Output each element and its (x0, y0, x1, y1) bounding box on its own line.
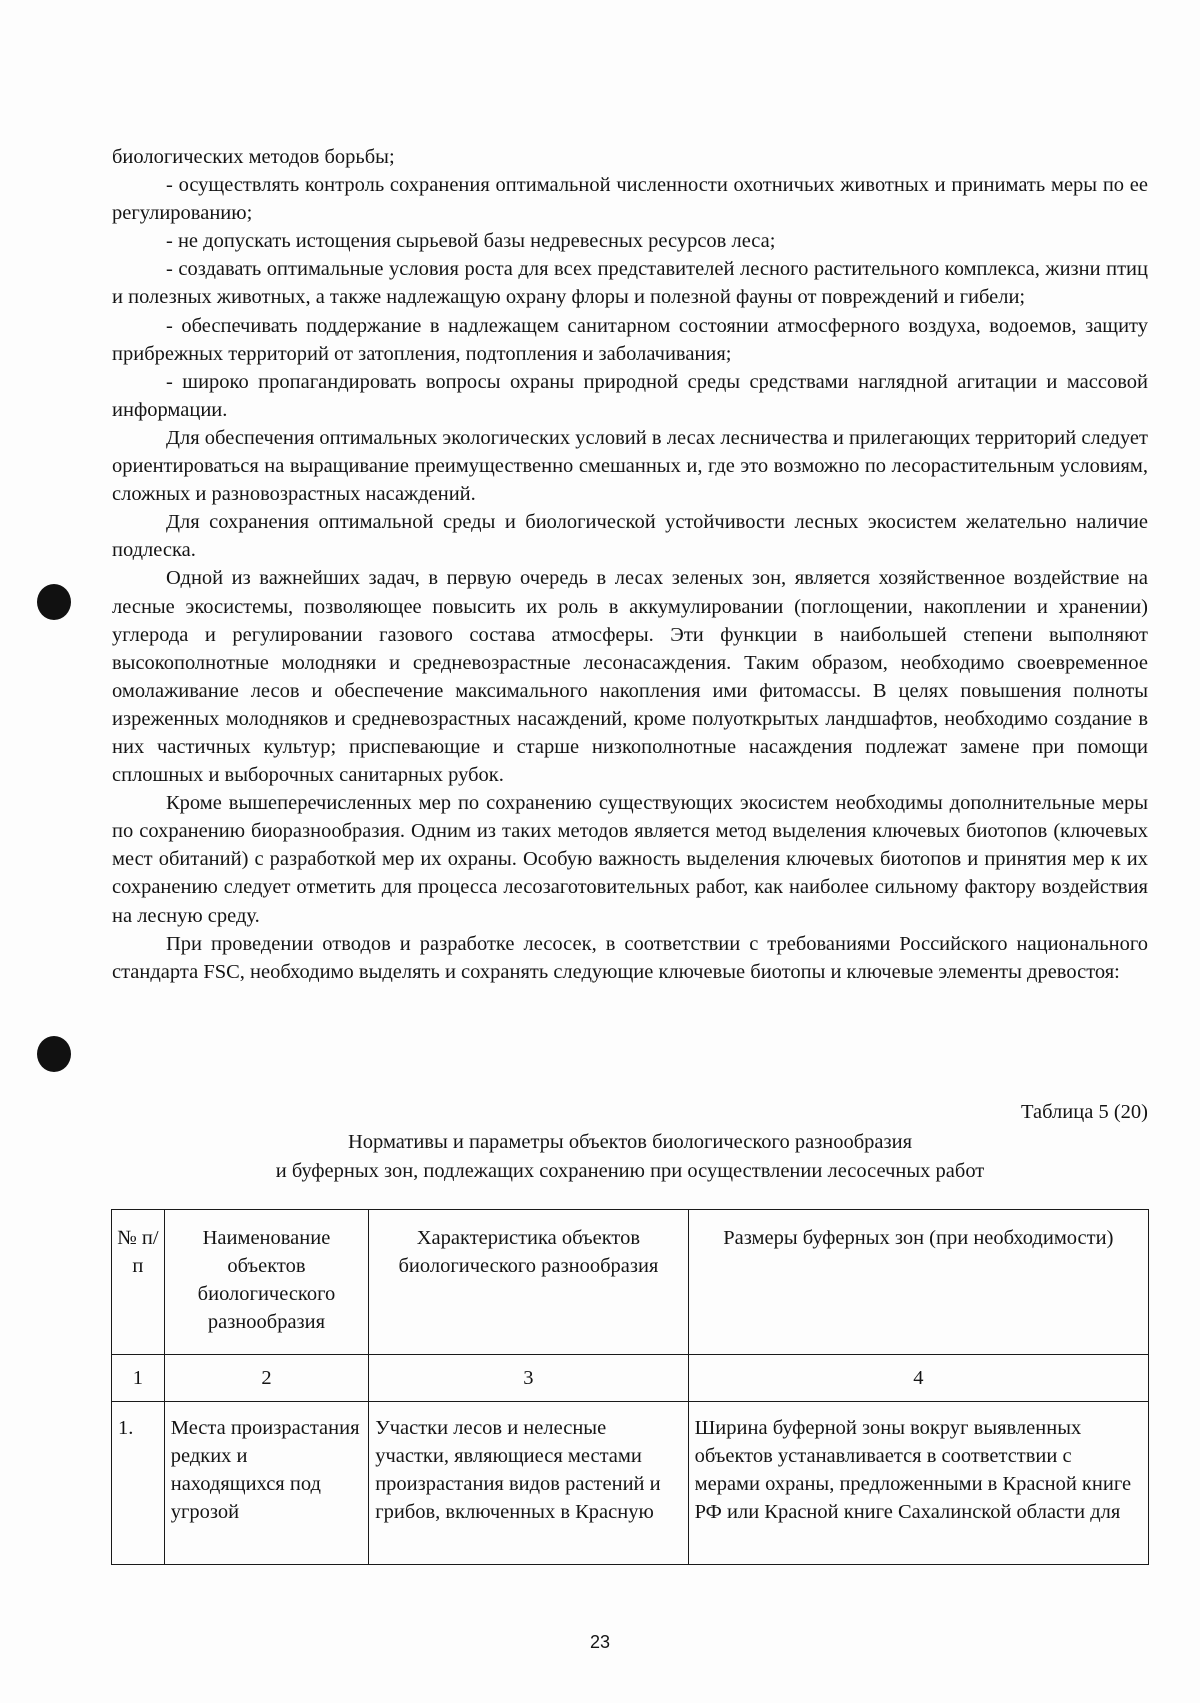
page-number: 23 (589, 1632, 611, 1652)
body-text (112, 143, 1148, 986)
paragraph: Для сохранения оптимальной среды и биологической устойчивости лесных экосистем желательно наличие подлеска. (112, 511, 1148, 562)
punch-hole-mark (37, 584, 71, 620)
table-title-line: Нормативы и параметры объектов биологического разнообразия (347, 1131, 913, 1153)
table-header-row (112, 1210, 1149, 1355)
table-column-number-row (112, 1355, 1149, 1402)
biodiversity-table (111, 1209, 1149, 1565)
paragraph: - широко пропагандировать вопросы охраны природной среды средствами наглядной агитации и массовой информации. (112, 370, 1148, 421)
table-column-number: 1 (112, 1355, 165, 1402)
table-cell: 1. (112, 1402, 165, 1565)
table-header-cell: № п/п (112, 1210, 165, 1355)
table-header-cell: Характеристика объектов биологического разнообразия (369, 1210, 688, 1355)
table-title-line: и буферных зон, подлежащих сохранению при осуществлении лесосечных работ (275, 1159, 985, 1182)
table-cell: Ширина буферной зоны вокруг выявленных объектов устанавливается в соответствии с мерами охраны, предложенными в Красной книге РФ или Красной книге Сахалинской области для (688, 1402, 1148, 1565)
paragraph: Кроме вышеперечисленных мер по сохранению существующих экосистем необходимы дополнительные меры по сохранению биоразнообразия. Одним из таких методов является метод выделения ключевых биотопов (ключевых мест обитаний) с разработкой мер их охраны. Особую важность выделения ключевых биотопов и принятия мер к их сохранению следует отметить для процесса лесозаготовительных работ, как наиболее сильному фактору воздействия на лесную среду. (112, 792, 1148, 927)
paragraph: Для обеспечения оптимальных экологических условий в лесах лесничества и прилегающих территорий следует ориентироваться на выращивание преимущественно смешанных и, где это возможно по лесорастительным условиям, сложных и разновозрастных насаждений. (112, 426, 1148, 506)
table-label: Таблица 5 (20) (1021, 1101, 1148, 1123)
table-cell: Места произрастания редких и находящихся под угрозой (164, 1402, 368, 1565)
paragraph: - осуществлять контроль сохранения оптимальной численности охотничьих животных и принимать меры по ее регулированию; (112, 174, 1148, 225)
table-column-number: 3 (369, 1355, 688, 1402)
paragraph: Одной из важнейших задач, в первую очередь в лесах зеленых зон, является хозяйственное воздействие на лесные экосистемы, позволяющее повысить их роль в аккумулировании (поглощении, накоплении и хранении) углерода и регулировании газового состава атмосферы. Эти функции в наибольшей степени выполняют высокополнотные молодняки и средневозрастные лесонасаждения. Таким образом, необходимо своевременное омолаживание лесов и обеспечение максимального накопления ими фитомассы. В целях повышения полноты изреженных молодняков и средневозрастных насаждений, кроме полуоткрытых ландшафтов, необходимо создание в них частичных культур; приспевающие и старше низкополнотные насаждения подлежат замене при помощи сплошных и выборочных санитарных рубок. (112, 567, 1148, 787)
table-row (112, 1402, 1149, 1565)
punch-hole-mark (37, 1036, 71, 1072)
paragraph: При проведении отводов и разработке лесосек, в соответствии с требованиями Российского национального стандарта FSC, необходимо выделять и сохранять следующие ключевые биотопы и ключевые элементы древостоя: (112, 932, 1148, 983)
paragraph: биологических методов борьбы; (112, 146, 395, 168)
table-header-cell: Размеры буферных зон (при необходимости) (688, 1210, 1148, 1355)
paragraph: - обеспечивать поддержание в надлежащем санитарном состоянии атмосферного воздуха, водоемов, защиту прибрежных территорий от затопления, подтопления и заболачивания; (112, 314, 1148, 365)
table-column-number: 4 (688, 1355, 1148, 1402)
table-column-number: 2 (164, 1355, 368, 1402)
table-cell: Участки лесов и нелесные участки, являющиеся местами произрастания видов растений и грибов, включенных в Красную (369, 1402, 688, 1565)
table-header-cell: Наименование объектов биологического разнообразия (164, 1210, 368, 1355)
paragraph: - создавать оптимальные условия роста для всех представителей лесного растительного комплекса, жизни птиц и полезных животных, а также надлежащую охрану флоры и полезной фауны от повреждений и гибели; (112, 258, 1148, 309)
paragraph: - не допускать истощения сырьевой базы недревесных ресурсов леса; (166, 230, 776, 253)
table-title (112, 1128, 1148, 1185)
